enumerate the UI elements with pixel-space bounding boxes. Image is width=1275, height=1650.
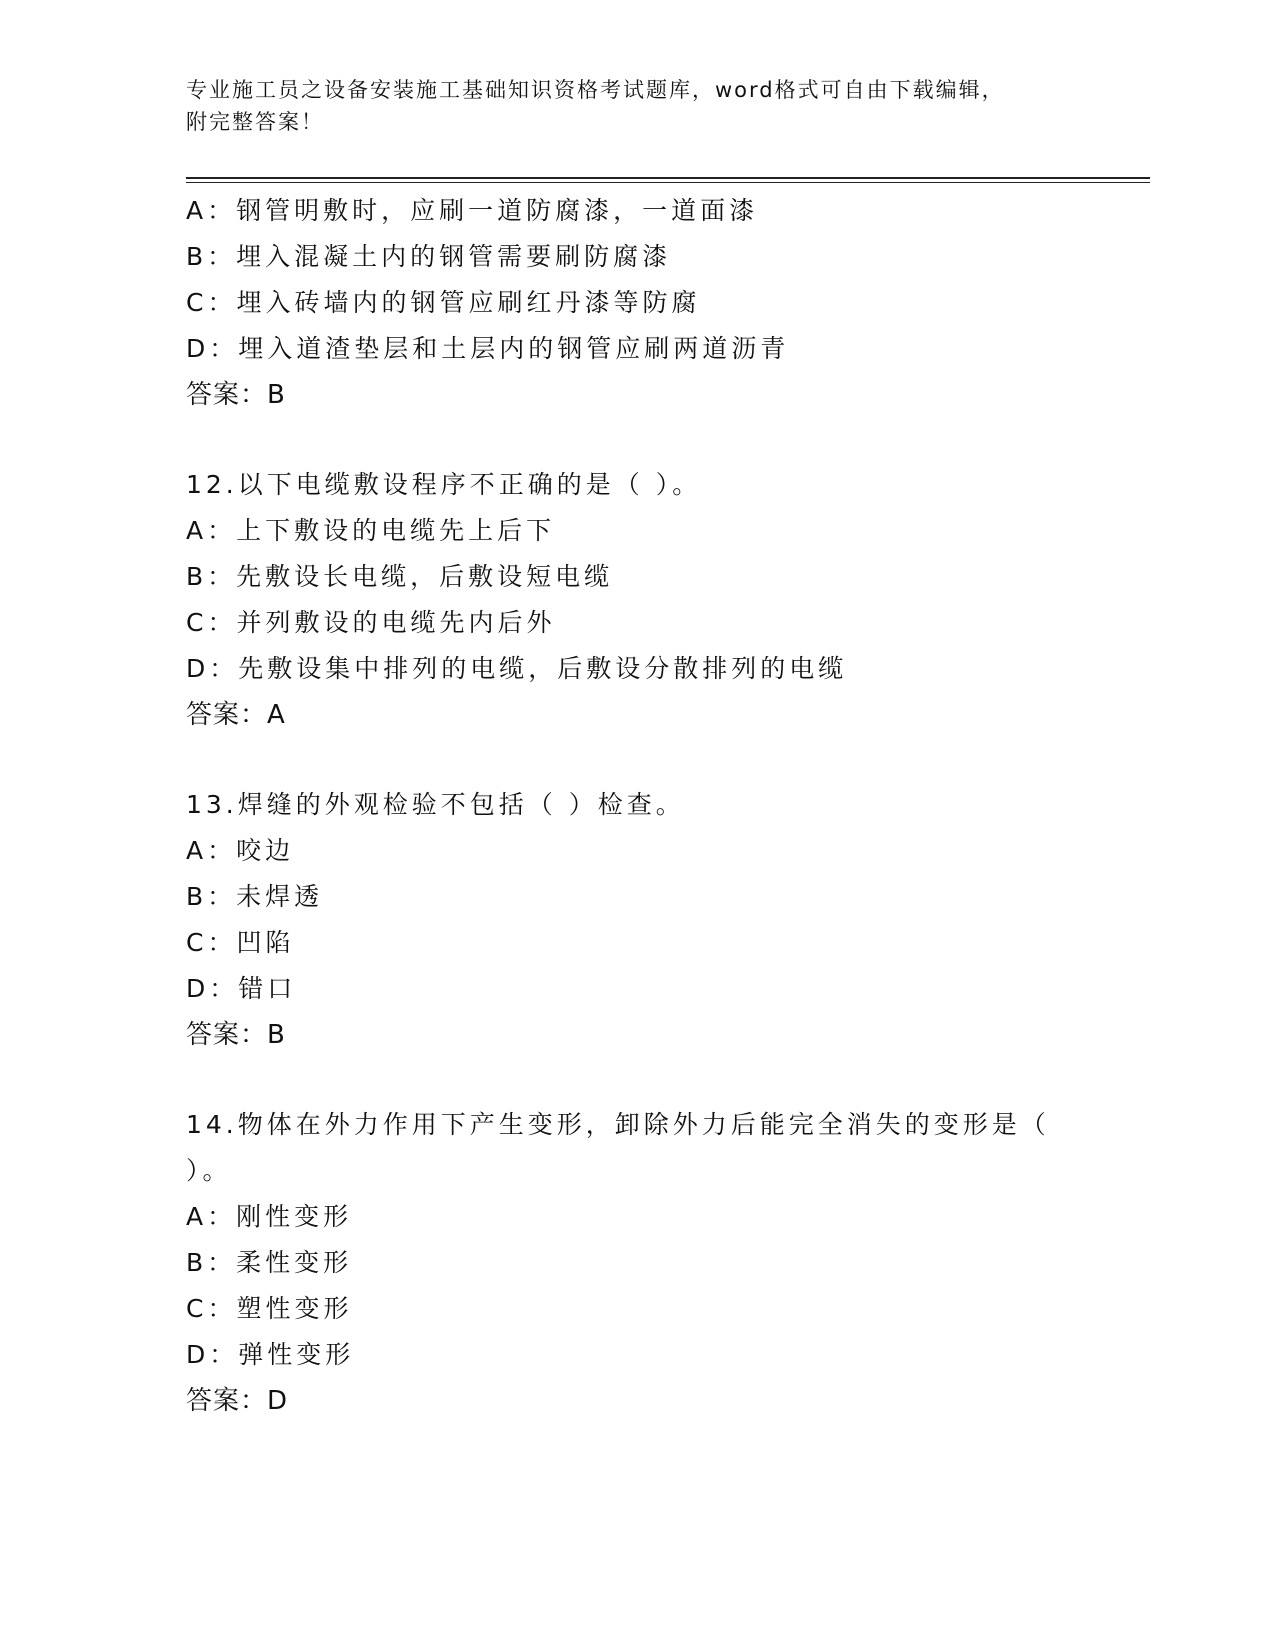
answer: 答案：D <box>186 1386 289 1416</box>
question-list <box>186 188 1126 1424</box>
spacer <box>186 418 1126 462</box>
option-a: A：咬边 <box>186 836 295 865</box>
question-11 <box>186 188 1126 418</box>
option-d: D：错口 <box>186 974 297 1003</box>
answer: 答案：B <box>186 1020 286 1050</box>
document-header <box>186 74 1066 138</box>
option-d: D：先敷设集中排列的电缆，后敷设分散排列的电缆 <box>186 654 848 683</box>
option-a: A：上下敷设的电缆先上后下 <box>186 516 556 545</box>
question-stem: 13.焊缝的外观检验不包括（ ）检查。 <box>186 790 685 819</box>
question-14 <box>186 1102 1126 1424</box>
question-stem: 12.以下电缆敷设程序不正确的是（ ）。 <box>186 470 702 499</box>
option-c: C：塑性变形 <box>186 1294 353 1323</box>
answer: 答案：A <box>186 700 286 730</box>
header-line-1: 专业施工员之设备安装施工基础知识资格考试题库，word格式可自由下载编辑， <box>186 78 1005 102</box>
question-13 <box>186 782 1126 1058</box>
option-a: A：钢管明敷时，应刷一道防腐漆，一道面漆 <box>186 196 759 225</box>
option-b: B：先敷设长电缆，后敷设短电缆 <box>186 562 614 591</box>
option-a: A：刚性变形 <box>186 1202 353 1231</box>
header-line-2: 附完整答案！ <box>186 110 324 134</box>
question-stem-line-1: 14.物体在外力作用下产生变形，卸除外力后能完全消失的变形是（ <box>186 1110 1050 1139</box>
header-divider <box>186 177 1150 183</box>
option-b: B：未焊透 <box>186 882 324 911</box>
spacer <box>186 738 1126 782</box>
spacer <box>186 1058 1126 1102</box>
option-d: D：弹性变形 <box>186 1340 355 1369</box>
option-c: C：并列敷设的电缆先内后外 <box>186 608 556 637</box>
option-c: C：埋入砖墙内的钢管应刷红丹漆等防腐 <box>186 288 701 317</box>
option-d: D：埋入道渣垫层和土层内的钢管应刷两道沥青 <box>186 334 790 363</box>
question-stem-line-2: ）。 <box>186 1156 232 1185</box>
option-b: B：柔性变形 <box>186 1248 353 1277</box>
option-b: B：埋入混凝土内的钢管需要刷防腐漆 <box>186 242 672 271</box>
question-12 <box>186 462 1126 738</box>
option-c: C：凹陷 <box>186 928 295 957</box>
answer: 答案：B <box>186 380 286 410</box>
